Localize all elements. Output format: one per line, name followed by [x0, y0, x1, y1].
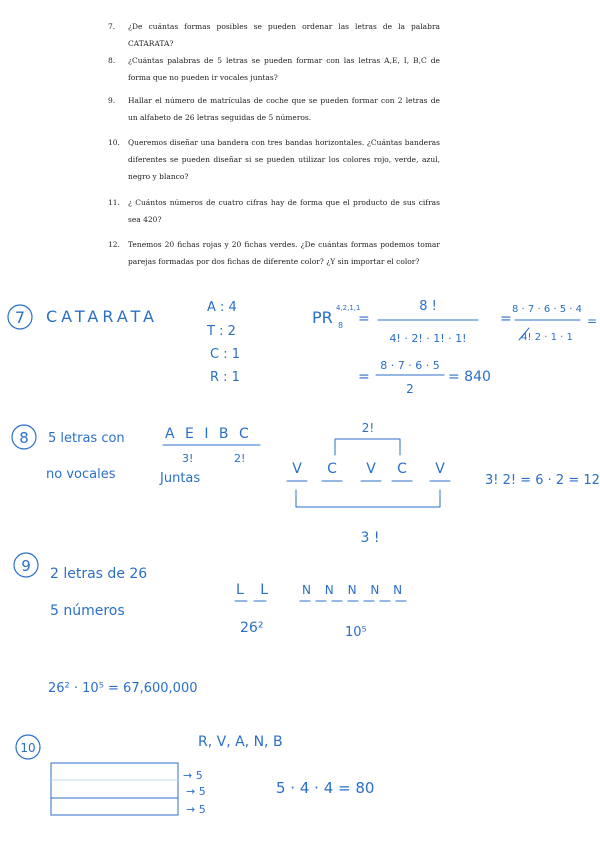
problem-text: ¿ Cuántos números de cuatro cifras hay de forma que el producto de sus cifras sea 420?	[128, 198, 440, 224]
problem-number: 12.	[108, 240, 120, 249]
word: CATARATA	[46, 307, 158, 326]
result: 26² · 10⁵ = 67,600,000	[48, 681, 198, 696]
count-t: T : 2	[207, 324, 236, 339]
equals-sign: =	[358, 311, 370, 327]
letters-value: 26²	[240, 620, 264, 636]
problem-text: ¿Cuántas palabras de 5 letras se pueden formar con las letras A,E, I, B,C de forma que no pueden ir vocales juntas?	[128, 56, 440, 82]
line-2: 5 números	[50, 603, 125, 619]
letters: A E I B C	[165, 426, 252, 442]
problem-text: Tenemos 20 fichas rojas y 20 fichas verdes. ¿De cuántas formas podemos tomar parejas formadas por dos fichas de diferente color? ¿Y sin importar el color?	[128, 240, 440, 266]
slot-3: V	[366, 461, 376, 477]
flag-outline	[51, 763, 178, 815]
colors: R, V, A, N, B	[198, 734, 283, 750]
equals-sign: =	[358, 369, 370, 385]
equals-sign: =	[500, 311, 512, 327]
bracket-top	[335, 439, 400, 455]
frac2-denominator: 4! 2 · 1 · 1	[521, 332, 573, 343]
line-1: 2 letras de 26	[50, 566, 148, 582]
problem-text: Hallar el número de matrículas de coche que se pueden formar con 2 letras de un alfabeto de 26 letras seguidas de 5 números.	[128, 96, 440, 122]
fact-vowels: 3!	[182, 452, 194, 465]
slot-1: V	[292, 461, 302, 477]
pr-superscript: 4,2,1,1	[336, 304, 361, 312]
pr-subscript: 8	[338, 321, 344, 330]
frac1-denominator: 4! · 2! · 1! · 1!	[389, 332, 467, 345]
problem-number: 10.	[108, 138, 120, 147]
problem-text: ¿De cuántas formas posibles se pueden ordenar las letras de la palabra CATARATA?	[128, 22, 440, 48]
solution-7	[8, 299, 597, 396]
number-slots: N N N N N	[302, 583, 408, 597]
result: 3! 2! = 6 · 2 = 12	[485, 473, 600, 488]
solution-9	[14, 553, 410, 696]
circle-number: 10	[20, 741, 36, 755]
problem-number: 11.	[108, 198, 120, 207]
line-2: no vocales	[46, 467, 116, 482]
slot-2: C	[327, 461, 337, 477]
circle-number: 7	[14, 308, 26, 327]
top-label: 2!	[361, 421, 375, 435]
slot-5: V	[435, 461, 445, 477]
line-1: 5 letras con	[48, 431, 125, 446]
band-arrow-2: → 5	[186, 785, 206, 798]
circle-number: 8	[19, 429, 29, 447]
fact-consonants: 2!	[234, 452, 246, 465]
problem-text: Queremos diseñar una bandera con tres bandas horizontales. ¿Cuántas banderas diferentes se pueden diseñar si se pueden utilizar los colores rojo, verde, azul, negro y blanco?	[128, 138, 440, 181]
frac3-numerator: 8 · 7 · 6 · 5	[380, 359, 440, 372]
band-arrow-3: → 5	[186, 803, 206, 816]
circle-number: 9	[21, 557, 31, 575]
count-a: A : 4	[207, 300, 237, 315]
slot-4: C	[397, 461, 407, 477]
numbers-value: 10⁵	[345, 625, 367, 640]
bracket-bottom	[296, 490, 440, 507]
count-c: C : 1	[210, 347, 240, 362]
bottom-label: 3 !	[360, 530, 380, 546]
count-r: R : 1	[210, 370, 240, 385]
solution-8	[12, 421, 600, 546]
result: 5 · 4 · 4 = 80	[276, 779, 375, 797]
problem-number: 9.	[108, 96, 116, 105]
frac2-numerator: 8 · 7 · 6 · 5 · 4	[512, 304, 582, 315]
problem-number: 8.	[108, 56, 116, 65]
band-arrow-1: → 5	[183, 769, 203, 782]
frac3-denominator: 2	[406, 382, 414, 396]
result: = 840	[448, 369, 491, 385]
solution-10	[16, 734, 374, 816]
equals-sign: =	[587, 314, 598, 328]
letter-slots: L L	[236, 582, 275, 598]
line-3: Juntas	[160, 471, 201, 486]
problem-number: 7.	[108, 22, 116, 31]
pr-label: PR	[312, 308, 333, 327]
frac1-numerator: 8 !	[419, 299, 437, 314]
